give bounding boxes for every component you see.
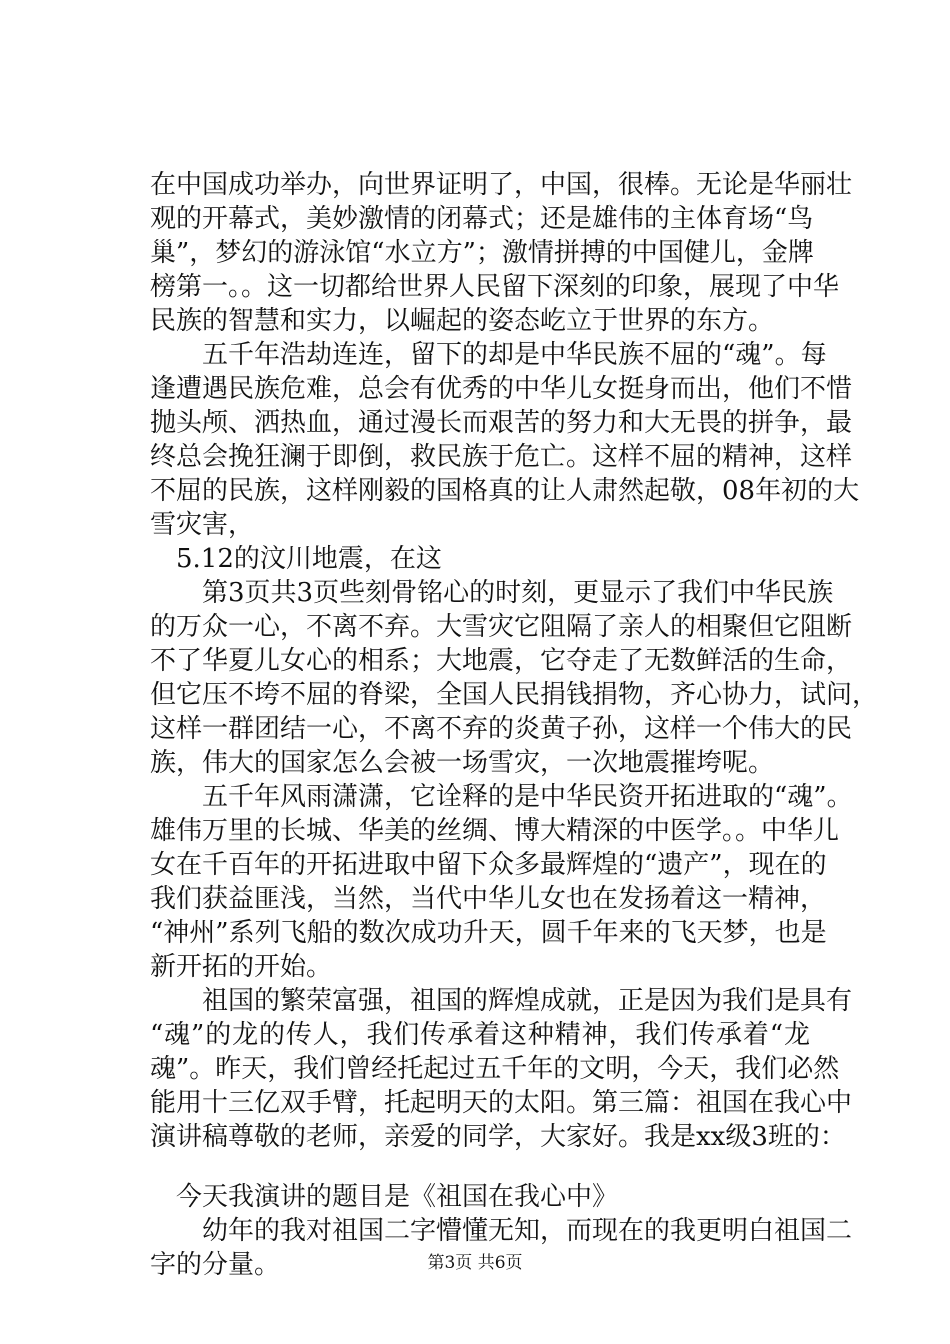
text-line: 我们获益匪浅，当然，当代中华儿女也在发扬着这一精神， bbox=[150, 884, 827, 914]
text-line: 巢”，梦幻的游泳馆“水立方”；激情拼搏的中国健儿，金牌 bbox=[150, 238, 814, 268]
text-line: 女在千百年的开拓进取中留下众多最辉煌的“遗产”，现在的 bbox=[150, 850, 827, 880]
text-line: 族，伟大的国家怎么会被一场雪灾，一次地震摧垮呢。 bbox=[150, 748, 775, 778]
text-line: 民族的智慧和实力，以崛起的姿态屹立于世界的东方。 bbox=[150, 306, 775, 336]
text-line: 抛头颅、洒热血，通过漫长而艰苦的努力和大无畏的拼争，最 bbox=[150, 408, 853, 438]
text-line: 字的分量。 bbox=[150, 1250, 281, 1280]
text-line: 逢遭遇民族危难，总会有优秀的中华儿女挺身而出，他们不惜 bbox=[150, 374, 853, 404]
text-line: 雪灾害， bbox=[150, 510, 255, 540]
text-line: 魂”。昨天，我们曾经托起过五千年的文明，今天，我们必然 bbox=[150, 1054, 840, 1084]
text-line: 新开拓的开始。 bbox=[150, 952, 333, 982]
text-line: 演讲稿尊敬的老师，亲爱的同学，大家好。我是xx级3班的： bbox=[150, 1122, 846, 1152]
paragraph-start-line: 五千年浩劫连连，留下的却是中华民族不屈的“魂”。每 bbox=[202, 340, 827, 370]
paragraph-start-line: 祖国的繁荣富强，祖国的辉煌成就，正是因为我们是具有 bbox=[202, 986, 853, 1016]
text-line: 不屈的民族，这样刚毅的国格真的让人肃然起敬，08年初的大 bbox=[150, 476, 860, 506]
text-line: 但它压不垮不屈的脊梁，全国人民捐钱捐物，齐心协力，试问， bbox=[150, 680, 879, 710]
paragraph-start-line: 第3页共3页些刻骨铭心的时刻，更显示了我们中华民族 bbox=[202, 578, 834, 608]
text-line: 5.12的汶川地震，在这 bbox=[176, 544, 442, 574]
text-line: 能用十三亿双手臂，托起明天的太阳。第三篇：祖国在我心中 bbox=[150, 1088, 853, 1118]
paragraph-start-line: 五千年风雨潇潇，它诠释的是中华民资开拓进取的“魂”。 bbox=[202, 782, 853, 812]
text-line: 榜第一。。这一切都给世界人民留下深刻的印象，展现了中华 bbox=[150, 272, 840, 302]
paragraph-start-line: 幼年的我对祖国二字懵懂无知，而现在的我更明白祖国二 bbox=[202, 1216, 853, 1246]
text-line: 雄伟万里的长城、华美的丝绸、博大精深的中医学。。中华儿 bbox=[150, 816, 840, 846]
text-line: 在中国成功举办，向世界证明了，中国，很棒。无论是华丽壮 bbox=[150, 170, 853, 200]
text-line: “神州”系列飞船的数次成功升天，圆千年来的飞天梦，也是 bbox=[150, 918, 827, 948]
text-line: 这样一群团结一心，不离不弃的炎黄子孙，这样一个伟大的民 bbox=[150, 714, 853, 744]
page-number-footer: 第3页 共6页 bbox=[427, 1253, 523, 1273]
text-line: 的万众一心，不离不弃。大雪灾它阻隔了亲人的相聚但它阻断 bbox=[150, 612, 853, 642]
text-line: 观的开幕式，美妙激情的闭幕式；还是雄伟的主体育场“鸟 bbox=[150, 204, 814, 234]
text-line: 今天我演讲的题目是《祖国在我心中》 bbox=[176, 1182, 619, 1212]
text-line: 终总会挽狂澜于即倒，救民族于危亡。这样不屈的精神，这样 bbox=[150, 442, 853, 472]
text-line: 不了华夏儿女心的相系；大地震，它夺走了无数鲜活的生命， bbox=[150, 646, 853, 676]
text-line: “魂”的龙的传人，我们传承着这种精神，我们传承着“龙 bbox=[150, 1020, 810, 1050]
